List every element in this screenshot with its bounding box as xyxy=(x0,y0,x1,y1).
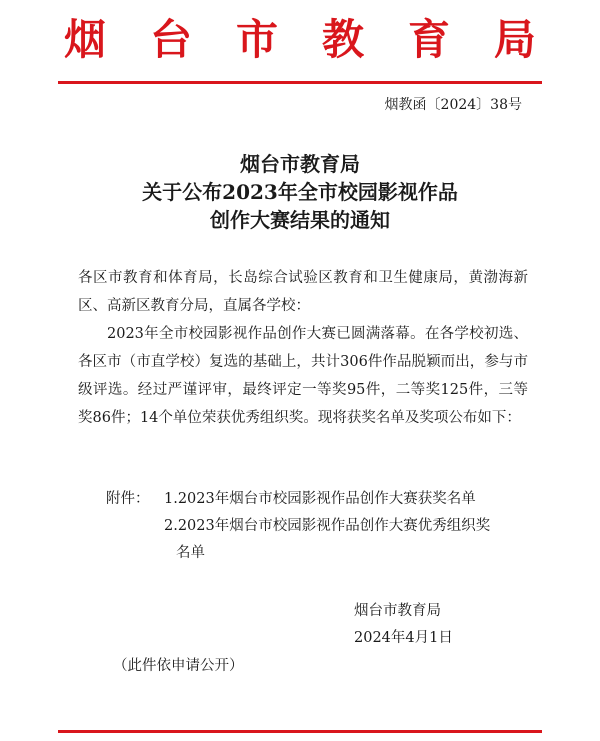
header-char: 市 xyxy=(235,15,278,64)
disclosure-note: （此件依申请公开） xyxy=(113,658,244,674)
attachments-list xyxy=(106,486,546,567)
attachment-item-2-continued: 名单 xyxy=(176,545,205,561)
header-char: 台 xyxy=(149,15,192,64)
document-number: 烟教函〔2024〕38号 xyxy=(384,97,522,113)
issuer-header xyxy=(64,14,536,66)
header-char: 育 xyxy=(407,15,450,64)
addressee: 各区市教育和体育局，长岛综合试验区教育和卫生健康局，黄渤海新区、高新区教育分局，直属各学校： xyxy=(78,270,528,314)
title-line-1: 烟台市教育局 xyxy=(240,152,360,176)
header-char: 教 xyxy=(321,15,364,64)
signature-org: 烟台市教育局 xyxy=(354,603,441,619)
document-title xyxy=(0,150,600,234)
footer-divider xyxy=(58,730,542,733)
header-divider xyxy=(58,81,542,84)
title-line-3: 创作大赛结果的通知 xyxy=(210,208,390,232)
attachments-label: 附件： xyxy=(106,491,150,507)
header-char: 烟 xyxy=(64,15,107,64)
attachment-item-1: 1.2023年烟台市校园影视作品创作大赛获奖名单 xyxy=(164,491,476,507)
header-char: 局 xyxy=(493,15,536,64)
body-paragraph-block xyxy=(78,320,528,432)
addressee-block xyxy=(78,264,528,320)
signature-date: 2024年4月1日 xyxy=(354,630,453,646)
body-paragraph: 2023年全市校园影视作品创作大赛已圆满落幕。在各学校初选、各区市（市直学校）复选的基础上，共计306件作品脱颖而出，参与市级评选。经过严谨评审，最终评定一等奖95件，二等奖125件，三等奖86件；14个单位荣获优秀组织奖。现将获奖名单及奖项公布如下： xyxy=(78,326,528,426)
signature-block xyxy=(354,598,453,652)
title-line-2: 关于公布2023年全市校园影视作品 xyxy=(142,180,458,204)
attachment-item-2: 2.2023年烟台市校园影视作品创作大赛优秀组织奖 xyxy=(164,518,491,534)
